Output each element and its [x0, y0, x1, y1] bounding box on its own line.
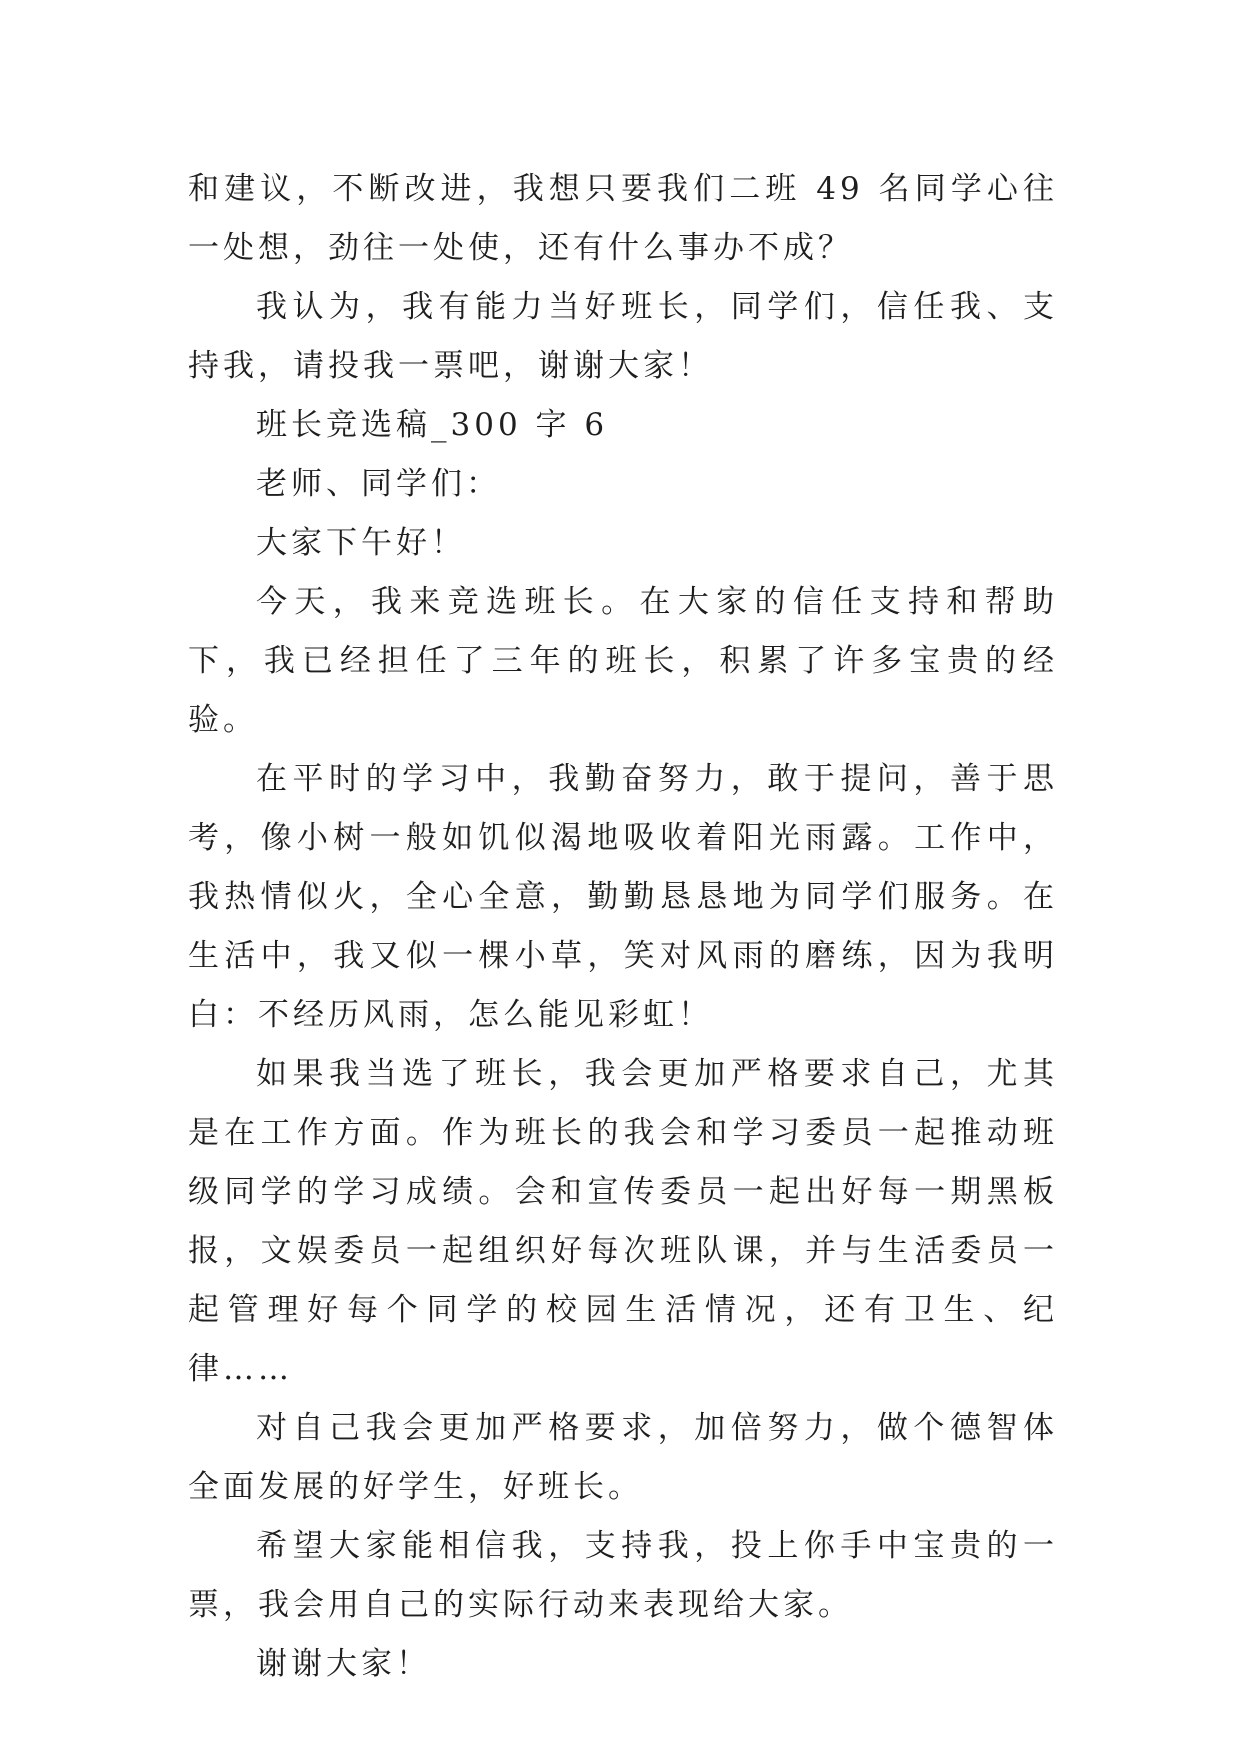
- salutation: 老师、同学们：: [256, 466, 501, 502]
- paragraph: 我认为，我有能力当好班长，同学们，信任我、支持我，请投我一票吧，谢谢大家！: [188, 289, 1058, 384]
- paragraph: 今天，我来竞选班长。在大家的信任支持和帮助下，我已经担任了三年的班长，积累了许多宝贵的经验。: [188, 584, 1058, 738]
- closing: 谢谢大家！: [256, 1646, 431, 1682]
- paragraph-continuation: 和建议，不断改进，我想只要我们二班 49 名同学心往一处想，劲往一处使，还有什么事办不成？: [188, 171, 1058, 266]
- paragraph: 如果我当选了班长，我会更加严格要求自己，尤其是在工作方面。作为班长的我会和学习委员一起推动班级同学的学习成绩。会和宣传委员一起出好每一期黑板报，文娱委员一起组织好每次班队课，并与生活委员一起管理好每个同学的校园生活情况，还有卫生、纪律……: [188, 1056, 1058, 1387]
- paragraph: 在平时的学习中，我勤奋努力，敢于提问，善于思考，像小树一般如饥似渴地吸收着阳光雨露。工作中，我热情似火，全心全意，勤勤恳恳地为同学们服务。在生活中，我又似一棵小草，笑对风雨的磨练，因为我明白：不经历风雨，怎么能见彩虹！: [188, 761, 1058, 1033]
- section-title: 班长竞选稿_300 字 6: [256, 407, 609, 443]
- greeting: 大家下午好！: [256, 525, 466, 561]
- paragraph: 对自己我会更加严格要求，加倍努力，做个德智体全面发展的好学生，好班长。: [188, 1410, 1058, 1505]
- paragraph: 希望大家能相信我，支持我，投上你手中宝贵的一票，我会用自己的实际行动来表现给大家。: [188, 1528, 1058, 1623]
- document-body: [188, 160, 1058, 1694]
